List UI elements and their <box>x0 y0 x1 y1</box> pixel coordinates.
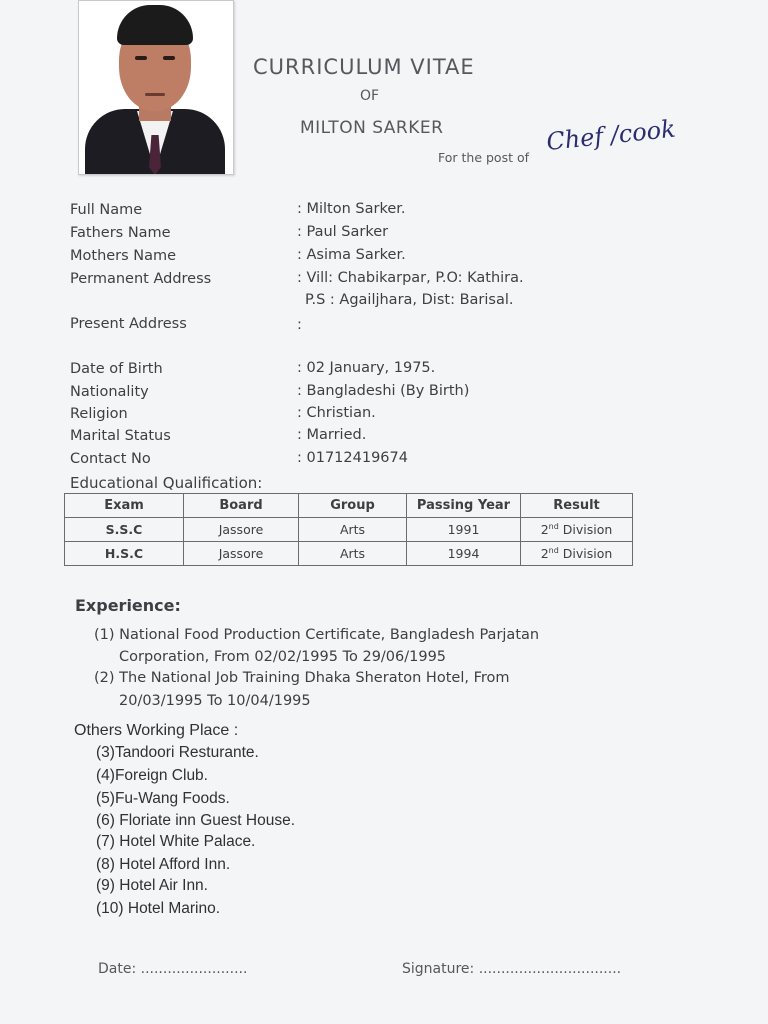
cell-result <box>521 542 633 566</box>
education-title: Educational Qualification: <box>70 474 263 492</box>
cell-exam: S.S.C <box>65 518 184 542</box>
permanent-address-value: : Vill: Chabikarpar, P.O: Kathira. <box>297 270 524 286</box>
title-of: OF <box>360 88 380 104</box>
result-number: 2 <box>540 522 549 538</box>
religion-value: : Christian. <box>297 405 376 421</box>
list-item: (6) Floriate inn Guest House. <box>96 812 296 829</box>
date-of-birth-label: Date of Birth <box>70 361 163 377</box>
cell-group: Arts <box>299 542 407 566</box>
document-title: CURRICULUM VITAE <box>253 55 475 79</box>
table-row <box>65 542 633 566</box>
list-item: (7) Hotel White Palace. <box>96 833 256 850</box>
list-item: (5)Fu-Wang Foods. <box>96 790 230 807</box>
present-address-label: Present Address <box>70 316 187 332</box>
result-text: Division <box>558 546 613 562</box>
nationality-value: : Bangladeshi (By Birth) <box>297 383 470 399</box>
education-header-row <box>65 494 633 518</box>
others-working-title: Others Working Place : <box>74 722 239 739</box>
religion-label: Religion <box>70 406 128 422</box>
signature-field: Signature: ................................ <box>402 961 622 977</box>
marital-status-label: Marital Status <box>70 428 171 444</box>
experience-item-2-line2: 20/03/1995 To 10/04/1995 <box>119 693 311 709</box>
list-item: (9) Hotel Air Inn. <box>96 877 208 894</box>
cell-year: 1991 <box>407 518 521 542</box>
experience-item-1-line1: (1) National Food Production Certificate, Bangladesh Parjatan <box>94 627 540 643</box>
nationality-label: Nationality <box>70 384 149 400</box>
header-passing-year: Passing Year <box>407 494 521 518</box>
applicant-name: MILTON SARKER <box>300 118 444 138</box>
permanent-address-label: Permanent Address <box>70 271 212 287</box>
table-row <box>65 518 633 542</box>
education-table <box>64 493 633 566</box>
cell-board: Jassore <box>184 542 299 566</box>
post-value-handwritten: Chef /cook <box>545 114 677 156</box>
result-suffix: nd <box>548 545 559 555</box>
permanent-address-value-line2: P.S : Agailjhara, Dist: Barisal. <box>305 292 514 308</box>
list-item: (10) Hotel Marino. <box>96 900 221 917</box>
experience-item-1-line2: Corporation, From 02/02/1995 To 29/06/1995 <box>119 649 447 665</box>
date-of-birth-value: : 02 January, 1975. <box>297 360 436 376</box>
present-address-value: : <box>297 317 302 333</box>
cell-group: Arts <box>299 518 407 542</box>
mothers-name-value: : Asima Sarker. <box>297 247 406 263</box>
contact-no-value: : 01712419674 <box>297 450 408 466</box>
mothers-name-label: Mothers Name <box>70 248 177 264</box>
post-label: For the post of <box>438 150 530 165</box>
marital-status-value: : Married. <box>297 427 367 443</box>
result-suffix: nd <box>548 521 559 531</box>
header-exam: Exam <box>65 494 184 518</box>
experience-title: Experience: <box>75 596 181 615</box>
fathers-name-value: : Paul Sarker <box>297 224 389 240</box>
applicant-photo <box>78 0 234 175</box>
list-item: (4)Foreign Club. <box>96 767 208 784</box>
cell-year: 1994 <box>407 542 521 566</box>
fathers-name-label: Fathers Name <box>70 225 171 241</box>
result-number: 2 <box>540 546 549 562</box>
contact-no-label: Contact No <box>70 451 151 467</box>
cell-board: Jassore <box>184 518 299 542</box>
full-name-label: Full Name <box>70 202 143 218</box>
list-item: (3)Tandoori Resturante. <box>96 744 259 761</box>
full-name-value: : Milton Sarker. <box>297 201 406 217</box>
date-field: Date: ........................ <box>98 961 248 977</box>
cell-exam: H.S.C <box>65 542 184 566</box>
header-result: Result <box>521 494 633 518</box>
cell-result <box>521 518 633 542</box>
experience-item-2-line1: (2) The National Job Training Dhaka Sheraton Hotel, From <box>94 670 510 686</box>
header-group: Group <box>299 494 407 518</box>
result-text: Division <box>558 522 613 538</box>
list-item: (8) Hotel Afford Inn. <box>96 856 231 873</box>
header-board: Board <box>184 494 299 518</box>
